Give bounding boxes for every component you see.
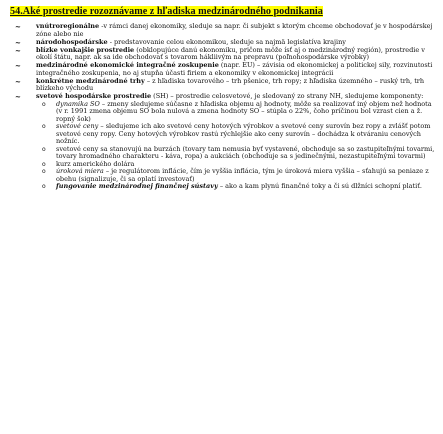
sublist-item	[36, 183, 437, 191]
list-item-text: -v rámci danej ekonomiky, sleduje sa napr. či subjekt s ktorým chceme obchodovať je v hospodárskej zóne alebo nie	[36, 22, 433, 38]
list-item	[8, 23, 437, 38]
sublist-item	[36, 123, 437, 146]
list-item-text: (SH) – prostredie celosvetové, je sledovaný zo strany NH, sledujeme komponenty:	[151, 92, 424, 100]
list-item	[8, 47, 437, 62]
sublist-item-text: kurz amerického dolára	[56, 159, 135, 168]
list-item-text: (napr. EU) – závisia od ekonomickej a politickej sily, rozvinutosti integračného zoskupenia, no aj stupňa účasti firiem a ekonomiky v ekonomickej integrácii	[36, 61, 433, 77]
sublist-item-text: – je regulátorom inflácie, čím je vyššia inflácia, tým je úroková miera vyššia – sťahujú sa peniaze z obehu (signalizuje, či sa oplatí investovať)	[56, 167, 429, 183]
environment-list	[8, 23, 437, 191]
list-item	[8, 78, 437, 93]
sublist-item-term: svetové ceny	[56, 122, 99, 130]
list-item-term: blízke vonkajšie prostredie	[36, 45, 135, 54]
circle-bullet-icon	[42, 168, 46, 176]
sublist-item	[36, 146, 437, 161]
sublist-item-text: – ako a kam plynú finančné toky a či sú dlžníci schopní platiť.	[217, 182, 422, 190]
sublist-item	[36, 168, 437, 183]
sublist-item-text: – zmeny sledujeme súčasne z hľadiska objemu aj hodnoty, môže sa realizovať iný objem než hodnota (v r. 1991 zmena objemu SO bola nulová a zmena hodnoty SO – stúpla o 22%, čoho príčinou bol vzrast cien a ž. ropný šok)	[56, 99, 432, 123]
list-item-term: konkrétne medzinárodné trhy	[36, 76, 145, 85]
list-item-term: svetové hospodárske prostredie	[36, 92, 152, 100]
document-title	[8, 6, 437, 18]
list-item-term: národohospodárske	[36, 37, 108, 46]
circle-bullet-icon	[42, 161, 46, 169]
component-sublist	[36, 101, 437, 191]
list-item-text: - predstavovanie celou ekonomikou, sleduje sa najmä legislatíva krajiny	[107, 37, 346, 46]
list-item-text: – z hľadiska tovarového – trh pšenice, trh ropy; z hľadiska územného – ruský trh, trh blízkeho východu	[36, 76, 425, 92]
sublist-item-term: fungovanie medzinárodnej finančnej sústavy	[56, 182, 218, 190]
circle-bullet-icon	[42, 123, 46, 131]
list-item-term: vnútroregionálne	[36, 22, 100, 30]
document-title-text: 54.Aké prostredie rozoznávame z hľadiska medzinárodného podnikania	[10, 6, 323, 17]
sublist-item-term: dynamika SO	[56, 99, 100, 108]
sublist-item-text: svetové ceny sa stanovujú na burzách (tovary tam nemusia byť vystavené, obchoduje sa so zastupiteľnými tovarmi, tovary hromadného charakteru - káva, ropa) a aukciách (obchoduje sa s jedinečnými, nezastupiteľnými tovarmi)	[56, 144, 435, 160]
sublist-item	[36, 101, 437, 124]
list-item-term: medzinárodné ekonomické integračné zoskupenie	[36, 61, 219, 69]
circle-bullet-icon	[42, 183, 46, 191]
dash-bullet-icon	[15, 23, 21, 31]
list-item	[8, 62, 437, 77]
circle-bullet-icon	[42, 146, 46, 154]
dash-bullet-icon	[15, 78, 21, 86]
sublist-item-text: – sledujeme ich ako svetové ceny hotových výrobkov a svetové ceny surovín bez ropy a zvlášť potom svetové ceny ropy. Ceny hotových výrobkov rastú rýchlejšie ako ceny surovín – dochádza k otváraniu cenových nožníc.	[56, 122, 431, 145]
sublist-item-term: úroková miera	[56, 167, 104, 175]
list-item	[8, 93, 437, 191]
dash-bullet-icon	[15, 47, 21, 55]
circle-bullet-icon	[42, 101, 46, 109]
list-item-text: (obklopujúce danú ekonomiku, pričom môže ísť aj o medzinárodný región), prostredie v okolí štátu, napr. ak sa ide obchodovať s tovarom hákliivým na prepravu (poľnohospodárske výrobky)	[36, 45, 425, 61]
dash-bullet-icon	[15, 62, 21, 70]
dash-bullet-icon	[15, 93, 21, 101]
dash-bullet-icon	[15, 39, 21, 47]
